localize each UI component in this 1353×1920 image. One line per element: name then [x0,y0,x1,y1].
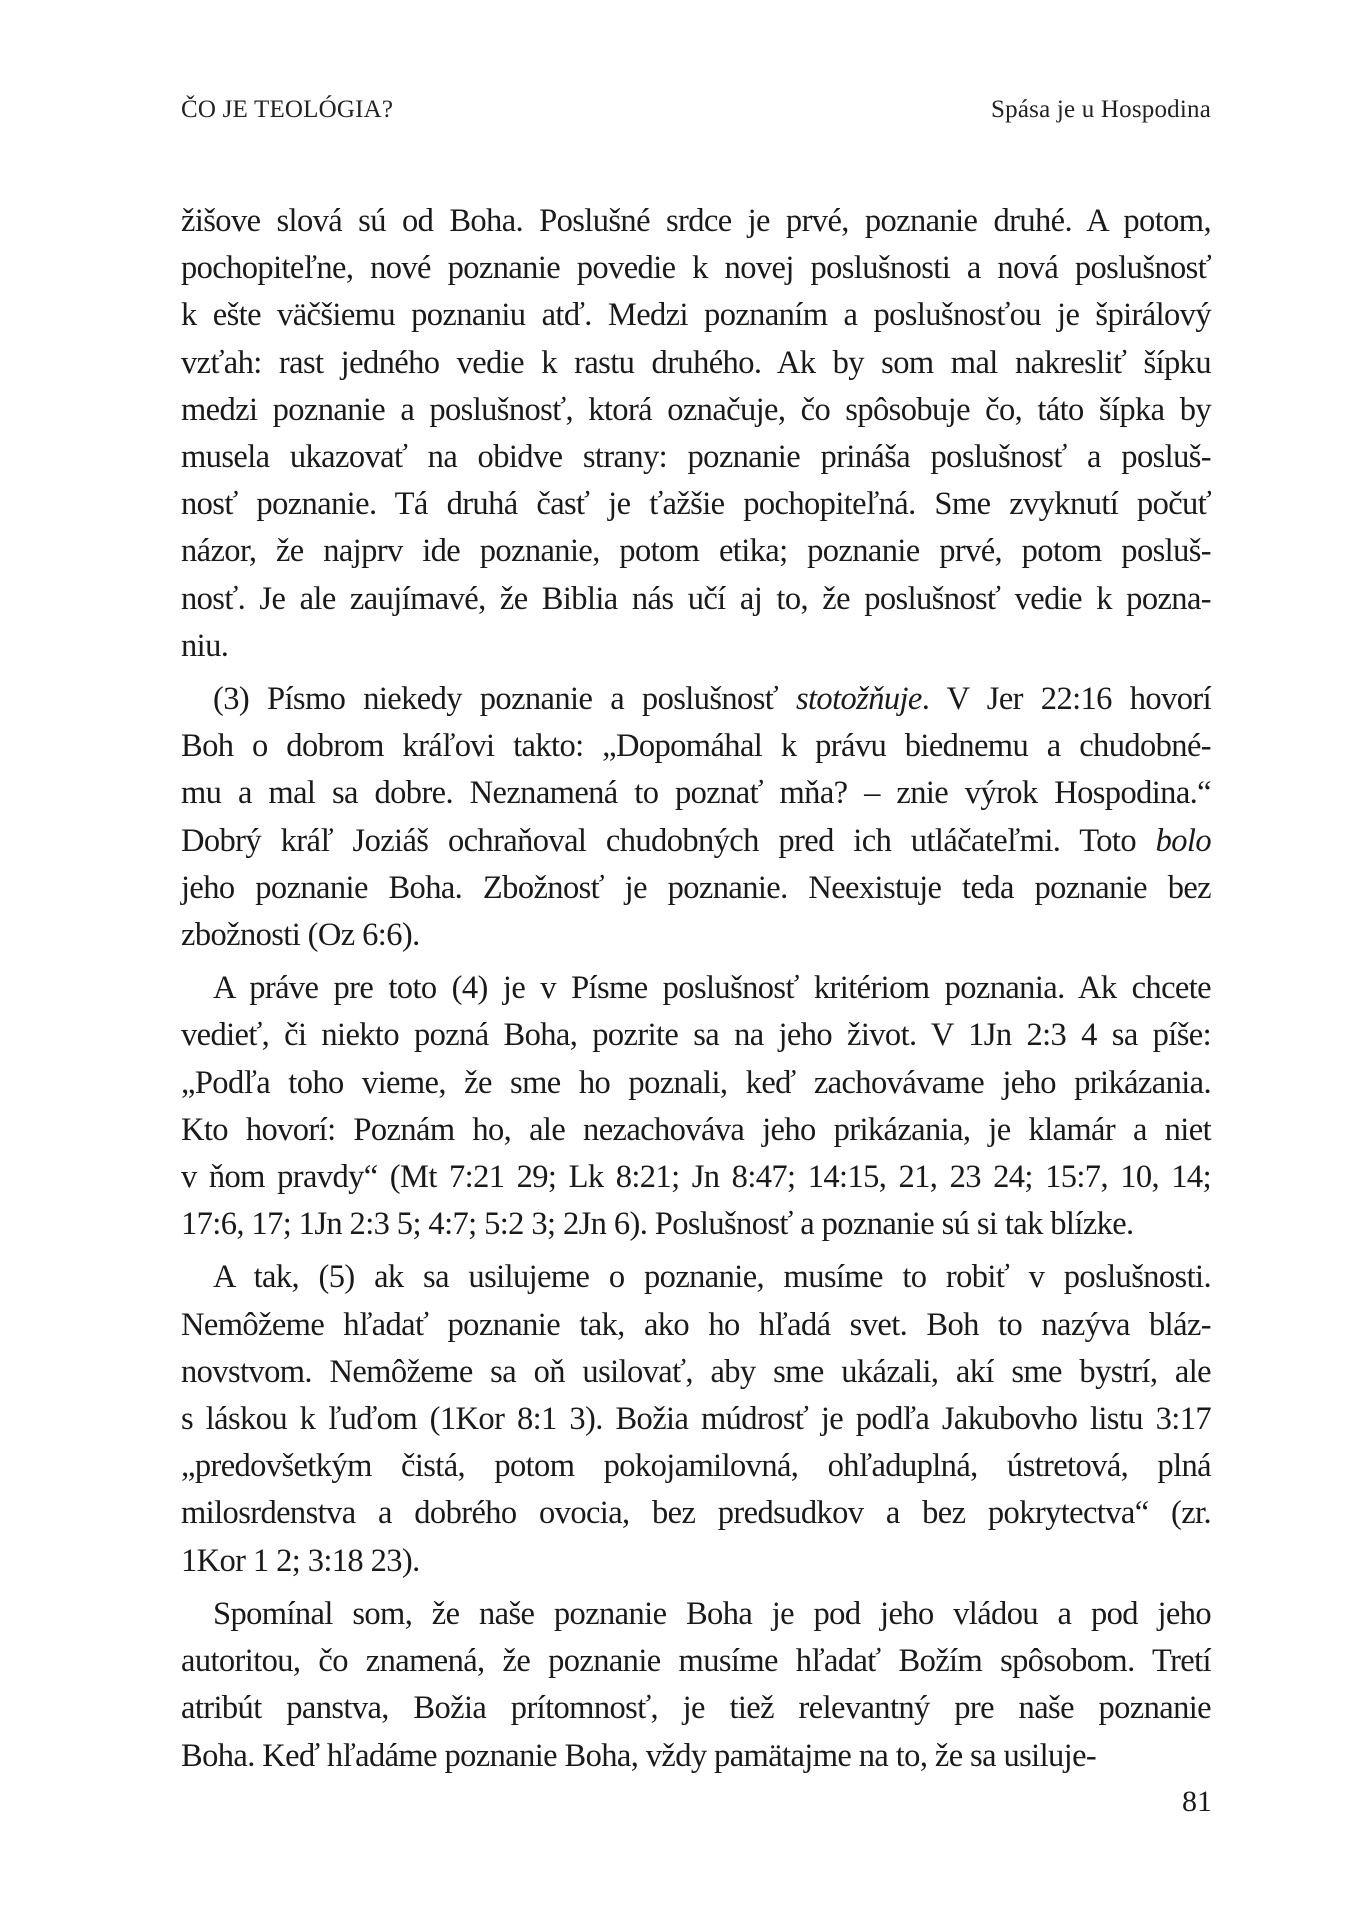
text-line: milosrdenstva a dobrého ovocia, bez predsudkov a bez pokrytectva“ (zr. [181,1495,1211,1532]
text-line: jeho poznanie Boha. Zbožnosť je poznanie. Neexistuje teda poznanie bez [181,869,1211,906]
text-run: . V Jer 22:16 hovorí [921,681,1211,718]
emphasis-text: bolo [1155,822,1211,859]
text-line: Spomínal som, že naše poznanie Boha je pod jeho vládou a pod jeho [213,1595,1211,1632]
paragraph [181,676,1211,959]
page-number: 81 [1182,1785,1212,1818]
text-line: v ňom pravdy“ (Mt 7:21 29; Lk 8:21; Jn 8:47; 14:15, 21, 23 24; 15:7, 10, 14; [181,1159,1211,1196]
text-line: pochopiteľne, nové poznanie povedie k novej poslušnosti a nová poslušnosť [181,250,1211,287]
section-title: Spása je u Hospodina [991,96,1211,123]
paragraph [181,198,1211,670]
text-line [181,818,1211,865]
text-line: atribút panstva, Božia prítomnosť, je tiež relevantný pre naše poznanie [181,1690,1211,1727]
text-line: zbožnosti (Oz 6:6). [181,917,420,954]
text-line: autoritou, čo znamená, že poznanie musíme hľadať Božím spôsobom. Tretí [181,1643,1211,1680]
text-line: 1Kor 1 2; 3:18 23). [181,1542,420,1579]
paragraph [181,965,1211,1248]
text-line: s láskou k ľuďom (1Kor 8:1 3). Božia múdrosť je podľa Jakubovho listu 3:17 [181,1401,1211,1438]
body-text [181,198,1211,1780]
text-line: Kto hovorí: Poznám ho, ale nezachováva jeho prikázania, je klamár a niet [181,1111,1211,1148]
text-line: 17:6, 17; 1Jn 2:3 5; 4:7; 5:2 3; 2Jn 6). Poslušnosť a poznanie sú si tak blízke. [181,1206,1134,1243]
text-line: Boha. Keď hľadáme poznanie Boha, vždy pamätajme na to, že sa usiluje- [181,1737,1097,1774]
text-line: názor, že najprv ide poznanie, potom etika; poznanie prvé, potom posluš- [181,533,1211,570]
text-line: Boh o dobrom kráľovi takto: „Dopomáhal k právu biednemu a chudobné- [181,728,1211,765]
text-line: nosť. Je ale zaujímavé, že Biblia nás učí aj to, že poslušnosť vedie k pozna- [181,580,1211,617]
emphasis-text: stotožňuje [795,681,922,718]
text-line: vzťah: rast jedného vedie k rastu druhého. Ak by som mal nakresliť šípku [181,344,1211,381]
text-line: mu a mal sa dobre. Neznamená to poznať mňa? – znie výrok Hospodina.“ [181,775,1211,812]
text-run: (3) Písmo niekedy poznanie a poslušnosť [213,681,796,718]
text-line: A tak, (5) ak sa usilujeme o poznanie, musíme to robiť v poslušnosti. [213,1259,1211,1296]
text-line: medzi poznanie a poslušnosť, ktorá označuje, čo spôsobuje čo, táto šípka by [181,391,1211,428]
text-line: žišove slová sú od Boha. Poslušné srdce je prvé, poznanie druhé. A potom, [181,203,1211,239]
running-head [181,96,1211,124]
text-line: niu. [181,627,229,664]
paragraph [181,1254,1211,1584]
text-line [181,676,1211,723]
text-run: Dobrý kráľ Joziáš ochraňoval chudobných pred ich utláčateľmi. Toto [181,822,1156,859]
text-line: A práve pre toto (4) je v Písme poslušnosť kritériom poznania. Ak chcete [213,970,1211,1007]
text-line: k ešte väčšiemu poznaniu atď. Medzi poznaním a poslušnosťou je špirálový [181,297,1211,334]
text-line: vedieť, či niekto pozná Boha, pozrite sa na jeho život. V 1Jn 2:3 4 sa píše: [181,1017,1211,1054]
text-line: novstvom. Nemôžeme sa oň usilovať, aby sme ukázali, akí sme bystrí, ale [181,1353,1211,1390]
text-line: musela ukazovať na obidve strany: poznanie prináša poslušnosť a posluš- [181,439,1211,476]
paragraph [181,1591,1211,1780]
text-line: „predovšetkým čistá, potom pokojamilovná, ohľaduplná, ústretová, plná [181,1448,1211,1485]
chapter-title: ČO JE TEOLÓGIA? [181,96,394,123]
text-line: nosť poznanie. Tá druhá časť je ťažšie pochopiteľná. Sme zvyknutí počuť [181,486,1211,523]
text-line: „Podľa toho vieme, že sme ho poznali, keď zachovávame jeho prikázania. [181,1064,1211,1101]
text-line: Nemôžeme hľadať poznanie tak, ako ho hľadá svet. Boh to nazýva bláz- [181,1306,1211,1343]
